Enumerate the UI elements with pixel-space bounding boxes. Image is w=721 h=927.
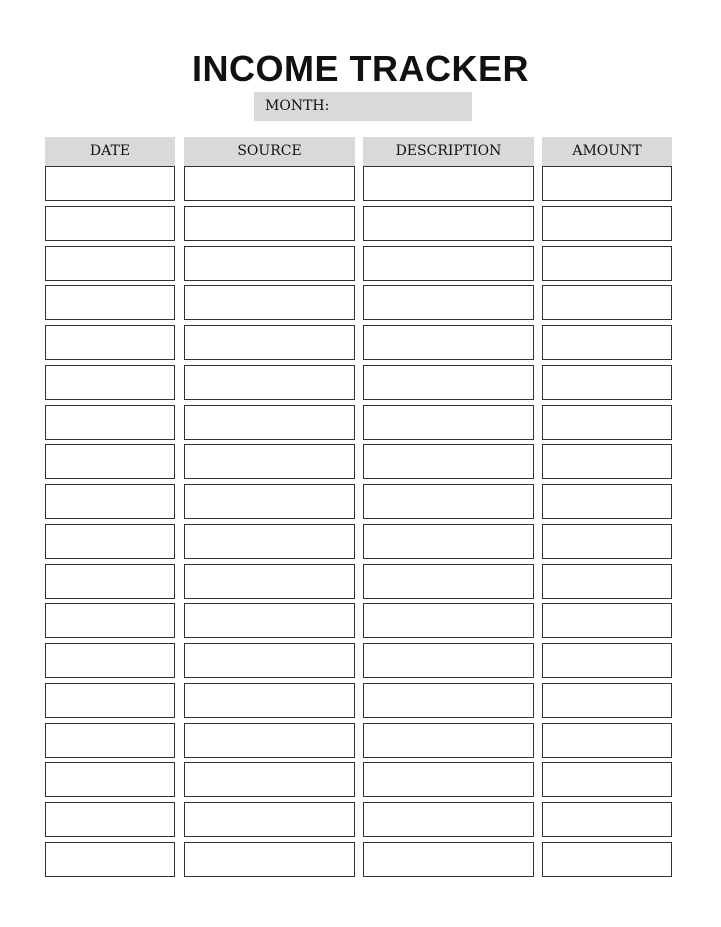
column-amount [542, 137, 672, 882]
amount-cell[interactable] [542, 484, 672, 519]
amount-cell[interactable] [542, 762, 672, 797]
source-cell[interactable] [184, 246, 355, 281]
source-cell[interactable] [184, 842, 355, 877]
date-cell[interactable] [45, 484, 175, 519]
amount-cell[interactable] [542, 842, 672, 877]
amount-cell[interactable] [542, 405, 672, 440]
date-cell[interactable] [45, 683, 175, 718]
source-cell[interactable] [184, 643, 355, 678]
cells [45, 166, 175, 877]
date-cell[interactable] [45, 603, 175, 638]
source-cell[interactable] [184, 166, 355, 201]
source-cell[interactable] [184, 524, 355, 559]
amount-cell[interactable] [542, 802, 672, 837]
page-title: INCOME TRACKER [192, 48, 529, 89]
date-cell[interactable] [45, 802, 175, 837]
source-cell[interactable] [184, 802, 355, 837]
description-cell[interactable] [363, 285, 534, 320]
column-source [184, 137, 355, 882]
description-cell[interactable] [363, 723, 534, 758]
date-cell[interactable] [45, 405, 175, 440]
amount-cell[interactable] [542, 723, 672, 758]
description-cell[interactable] [363, 484, 534, 519]
description-cell[interactable] [363, 365, 534, 400]
header-description: DESCRIPTION [363, 137, 534, 166]
description-cell[interactable] [363, 564, 534, 599]
date-cell[interactable] [45, 524, 175, 559]
source-cell[interactable] [184, 603, 355, 638]
description-cell[interactable] [363, 206, 534, 241]
amount-cell[interactable] [542, 643, 672, 678]
date-cell[interactable] [45, 643, 175, 678]
description-cell[interactable] [363, 405, 534, 440]
column-description [363, 137, 534, 882]
amount-cell[interactable] [542, 206, 672, 241]
amount-cell[interactable] [542, 166, 672, 201]
source-cell[interactable] [184, 206, 355, 241]
description-cell[interactable] [363, 166, 534, 201]
amount-cell[interactable] [542, 246, 672, 281]
date-cell[interactable] [45, 246, 175, 281]
source-cell[interactable] [184, 723, 355, 758]
description-cell[interactable] [363, 325, 534, 360]
amount-cell[interactable] [542, 285, 672, 320]
amount-cell[interactable] [542, 365, 672, 400]
amount-cell[interactable] [542, 444, 672, 479]
date-cell[interactable] [45, 206, 175, 241]
header-date: DATE [45, 137, 175, 166]
amount-cell[interactable] [542, 564, 672, 599]
description-cell[interactable] [363, 524, 534, 559]
column-date [45, 137, 175, 882]
source-cell[interactable] [184, 285, 355, 320]
source-cell[interactable] [184, 683, 355, 718]
source-cell[interactable] [184, 762, 355, 797]
description-cell[interactable] [363, 683, 534, 718]
amount-cell[interactable] [542, 325, 672, 360]
description-cell[interactable] [363, 444, 534, 479]
cells [363, 166, 534, 877]
amount-cell[interactable] [542, 683, 672, 718]
description-cell[interactable] [363, 842, 534, 877]
cells [542, 166, 672, 877]
source-cell[interactable] [184, 405, 355, 440]
month-field[interactable] [254, 92, 472, 121]
source-cell[interactable] [184, 325, 355, 360]
date-cell[interactable] [45, 444, 175, 479]
source-cell[interactable] [184, 365, 355, 400]
description-cell[interactable] [363, 762, 534, 797]
source-cell[interactable] [184, 444, 355, 479]
date-cell[interactable] [45, 842, 175, 877]
description-cell[interactable] [363, 802, 534, 837]
header-amount: AMOUNT [542, 137, 672, 166]
date-cell[interactable] [45, 762, 175, 797]
source-cell[interactable] [184, 564, 355, 599]
amount-cell[interactable] [542, 524, 672, 559]
header-source: SOURCE [184, 137, 355, 166]
date-cell[interactable] [45, 723, 175, 758]
date-cell[interactable] [45, 564, 175, 599]
cells [184, 166, 355, 877]
date-cell[interactable] [45, 285, 175, 320]
date-cell[interactable] [45, 325, 175, 360]
description-cell[interactable] [363, 603, 534, 638]
description-cell[interactable] [363, 246, 534, 281]
date-cell[interactable] [45, 365, 175, 400]
amount-cell[interactable] [542, 603, 672, 638]
source-cell[interactable] [184, 484, 355, 519]
month-label: MONTH: [265, 98, 330, 114]
description-cell[interactable] [363, 643, 534, 678]
date-cell[interactable] [45, 166, 175, 201]
